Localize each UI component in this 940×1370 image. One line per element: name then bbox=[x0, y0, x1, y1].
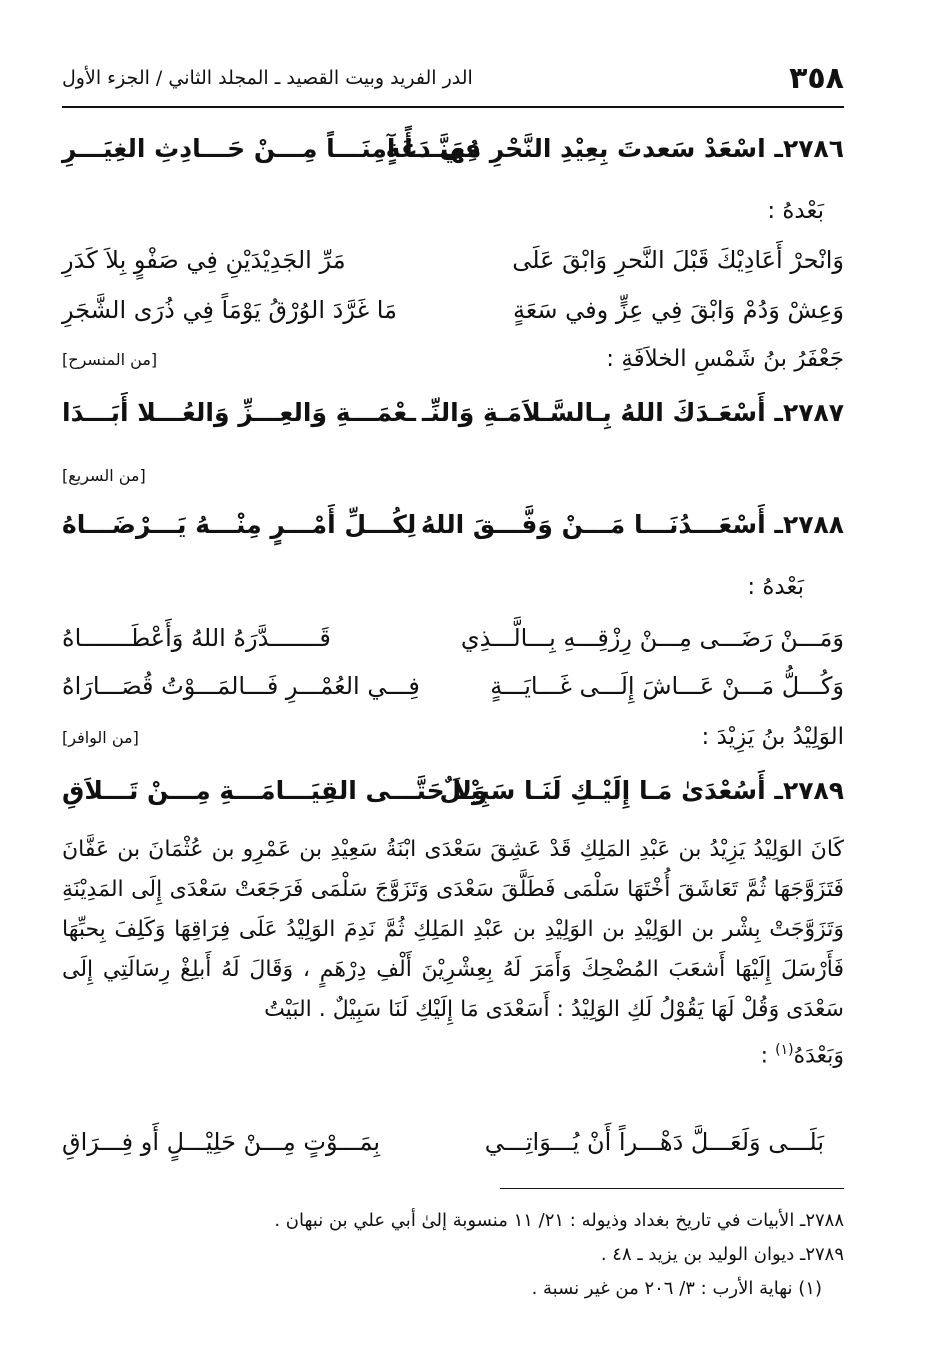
page-number: ٣٥٨ bbox=[789, 60, 844, 96]
verse-2789 bbox=[62, 776, 844, 822]
footnote: (١) نهاية الأرب : ٣/ ٢٠٦ من غير نسبة . bbox=[531, 1278, 822, 1299]
footnote: ٢٧٨٩ـ ديوان الوليد بن يزيد ـ ٤٨ . bbox=[600, 1244, 844, 1265]
header-divider bbox=[62, 106, 844, 108]
after-label-text: بَعْدهُ : bbox=[747, 574, 804, 600]
prose-text: كَانَ الوَلِيْدُ يَزِيْدُ بن عَبْدِ المَلِكِ قَدْ عَشِقَ سَعْدَى ابْنَةُ سَعِيْدِ بن عَمْرِو بن عُثْمَانَ بن عَفَّانَ فَتَزَوَّجَهَا ثُمَّ تَعَاشَقَ أُخْتَهَا سَلْمَى فَطَلَّقَ سَعْدَى وَتَزَوَّجَ سَلْمَى فَرَجَعَتْ سَعْدَى إِلَى المَدِيْنَةِ وَتَزَوَّجَتْ بِشْر بن الوَلِيْدِ بن الوَلِيْدِ بن عَبْدِ المَلِكِ ثُمَّ نَدِمَ الوَلِيْدُ عَلَى فِرَاقِهَا وَكَلِفَ بِحبِّهَا فَأَرْسَلَ إِلَيْهَا أَشعَبَ المُضْحِكَ وَأَمَرَ لَهُ بِعِشْرِيْنَ أَلْفِ دِرْهَمٍ ، وَقَالَ لَهُ أَبلِغْ رِسَالَتِي إِلَى سَعْدَى وَقُلْ لَهَا يَقُوْلُ لَكِ الوَلِيْدُ : أَسَعْدَى مَا إِلَيْكِ لَنَا سَبِيْلٌ . البَيْتُ bbox=[62, 837, 844, 1022]
verse-hemistich-second: بِمَـــوْتٍ مِـــنْ حَلِيْـــلٍ أَو فِـــرَاقِ bbox=[62, 1128, 381, 1156]
verse-hemistich-second: وَلاَ حَتَّـــى القِيَـــامَـــةِ مِـــنْ تَـــلاَقِ bbox=[62, 776, 488, 805]
verse-2787 bbox=[62, 398, 844, 444]
verse-hemistich-first: ٢٧٨٦ـ اسْعَدْ سَعدتَ بِعِيْدِ النَّحْرِ فِي دَعَةٍ bbox=[385, 134, 844, 163]
after-label-line bbox=[62, 1030, 844, 1076]
after-label bbox=[62, 574, 844, 600]
after-label-text: بَعْدهُ : bbox=[767, 198, 824, 224]
verse-line bbox=[62, 1128, 844, 1174]
verse-hemistich-second: مَرِّ الجَدِيْدَيْنِ فِي صَفْوٍ بِلاَ كَدَرِ bbox=[62, 246, 346, 274]
verse-2786 bbox=[62, 134, 844, 180]
after-label-colon: : bbox=[760, 1043, 769, 1069]
verse-line bbox=[62, 624, 844, 670]
poet-attribution: الوَلِيْدُ بنُ يَزِيْدَ : bbox=[701, 724, 844, 750]
prose-paragraph bbox=[62, 830, 844, 1076]
verse-hemistich-first: ٢٧٨٩ـ أَسُعْدَىٰ مَـا إِلَيْـكِ لَنَـا سَبِيْـلٌ bbox=[439, 776, 844, 805]
footnotes bbox=[62, 1210, 844, 1312]
verse-hemistich-second: فِـــي العُمْـــرِ فَـــالمَـــوْتُ قُصَـــارَاهُ bbox=[62, 672, 420, 700]
footnote-divider bbox=[500, 1188, 844, 1189]
verse-hemistich-second: لِكُـــلِّ أَمْـــرٍ مِنْـــهُ يَـــرْضَـــاهُ bbox=[62, 510, 417, 539]
verse-hemistich-first: وَمَـــنْ رَضَـــى مِـــنْ رِزْقِـــهِ بِـــالَّـــذِي bbox=[460, 624, 844, 652]
verse-hemistich-first: وَكُـــلُّ مَـــنْ عَـــاشَ إِلَـــى غَـــايَـــةٍ bbox=[490, 672, 844, 700]
after-label bbox=[62, 198, 844, 224]
verse-hemistich-first: ٢٧٨٧ـ أَسْعَـدَكَ اللهُ بِـالسَّـلاَمَـةِ وَالنِّـ bbox=[422, 398, 844, 427]
verse-2788 bbox=[62, 510, 844, 556]
meter-label: [من الوافر] bbox=[62, 728, 139, 747]
verse-hemistich-second: مَا غَرَّدَ الوُرْقُ يَوْمَاً فِي ذُرَى الشَّجَرِ bbox=[62, 296, 397, 324]
verse-hemistich-second: مُهَنَّـــأً آمِنَـــاً مِـــنْ حَـــادِثِ الغِيَـــرِ bbox=[62, 134, 482, 163]
footnote-reference: (١) bbox=[775, 1042, 794, 1058]
verse-line bbox=[62, 672, 844, 718]
meter-label: [من السريع] bbox=[62, 466, 146, 485]
verse-hemistich-first: وَعِشْ وَدُمْ وَابْقَ فِي عِزٍّ وفي سَعَةٍ bbox=[512, 296, 844, 324]
meter-label: [من المنسرح] bbox=[62, 350, 158, 369]
page-header bbox=[62, 58, 844, 98]
after-label-text: وَبَعْدَهُ bbox=[793, 1043, 844, 1069]
footnote: ٢٧٨٨ـ الأبيات في تاريخ بغداد وذيوله : ٢١/ ١١ منسوبة إلىٰ أبي علي بن نبهان . bbox=[274, 1210, 844, 1231]
running-title: الدر الفريد وبيت القصيد ـ المجلد الثاني / الجزء الأول bbox=[62, 67, 473, 89]
verse-hemistich-first: وَانْحرْ أَعَادِيْكَ قَبْلَ النَّحرِ وَابْقَ عَلَى bbox=[512, 246, 844, 274]
verse-hemistich-second: قَـــــــدَّرَهُ اللهُ وَأَعْطَـــــــاهُ bbox=[62, 624, 331, 652]
verse-line bbox=[62, 246, 844, 292]
verse-hemistich-first: بَلَـــى وَلَعَـــلَّ دَهْـــراً أَنْ يُـــوَاتِـــي bbox=[484, 1128, 824, 1156]
verse-hemistich-second: ـعْمَـــةِ وَالعِـــزِّ وَالعُـــلا أَبَـــدَا bbox=[62, 398, 416, 427]
verse-line bbox=[62, 296, 844, 342]
poet-attribution: جَعْفَرُ بنُ شَمْسِ الخلاَفَةِ : bbox=[606, 346, 844, 372]
verse-hemistich-first: ٢٧٨٨ـ أَسْعَـــدُنَـــا مَـــنْ وَفَّـــقَ اللهُ bbox=[420, 510, 844, 539]
